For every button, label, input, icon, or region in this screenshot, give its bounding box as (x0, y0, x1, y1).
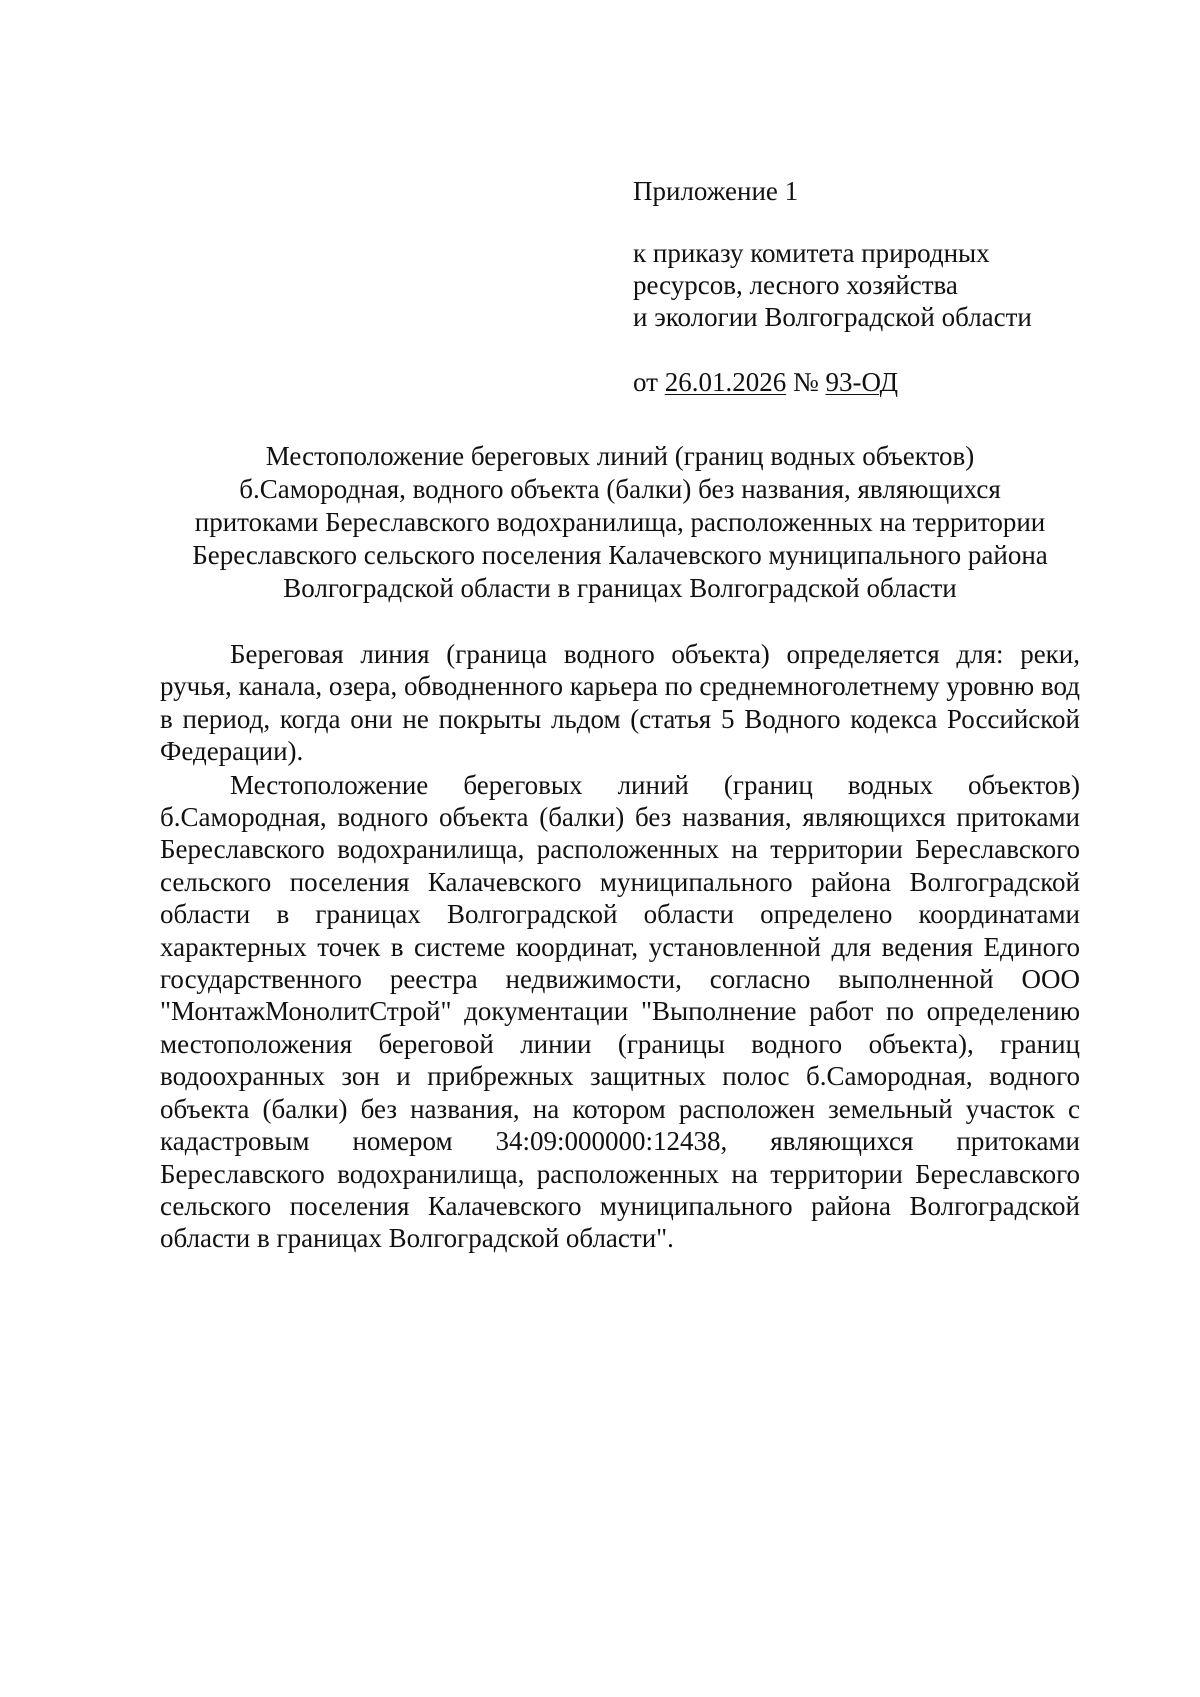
body-paragraph: Береговая линия (граница водного объекта) определяется для: реки, ручья, канала, озера, обводненного карьера по среднемноголетнему уровню вод в период, когда они не покрыты льдом (статья 5 Водного кодекса Российской Федерации). (160, 639, 1080, 767)
body-paragraph: Местоположение береговых линий (границ водных объектов) б.Самородная, водного объекта (балки) без названия, являющихся притоками Береславского водохранилища, расположенных на территории Береславского сельского поселения Калачевского муниципального района Волгоградской области в границах Волгоградской области определено координатами характерных точек в системе координат, установленной для ведения Единого государственного реестра недвижимости, согласно выполненной ООО "МонтажМонолитСтрой" документации "Выполнение работ по определению местоположения береговой линии (границы водного объекта), границ водоохранных зон и прибрежных защитных полос б.Самородная, водного объекта (балки) без названия, на котором расположен земельный участок с кадастровым номером 34:09:000000:12438, являющихся притоками Береславского водохранилища, расположенных на территории Береславского сельского поселения Калачевского муниципального района Волгоградской области в границах Волгоградской области". (160, 769, 1080, 1254)
document-title (150, 440, 1090, 605)
appendix-order-line: ресурсов, лесного хозяйства (633, 270, 958, 300)
number-sign: № (792, 367, 819, 397)
order-number: 93-ОД (825, 367, 899, 397)
appendix-title: Приложение 1 (633, 176, 799, 206)
title-line: притоками Береславского водохранилища, расположенных на территории (194, 507, 1046, 537)
appendix-date-line (633, 366, 1113, 398)
title-line: Местоположение береговых линий (границ водных объектов) (265, 441, 975, 471)
appendix-block (633, 175, 1113, 398)
order-date: 26.01.2026 (664, 367, 787, 397)
appendix-order-line: и экологии Волгоградской области (633, 302, 1032, 332)
title-line: Береславского сельского поселения Калачевского муниципального района (192, 540, 1048, 570)
title-line: Волгоградской области в границах Волгоградской области (283, 573, 957, 603)
date-prefix: от (633, 367, 658, 397)
appendix-order-line: к приказу комитета природных (633, 238, 990, 268)
document-body (160, 638, 1080, 1255)
title-line: б.Самородная, водного объекта (балки) без названия, являющихся (239, 474, 1001, 504)
